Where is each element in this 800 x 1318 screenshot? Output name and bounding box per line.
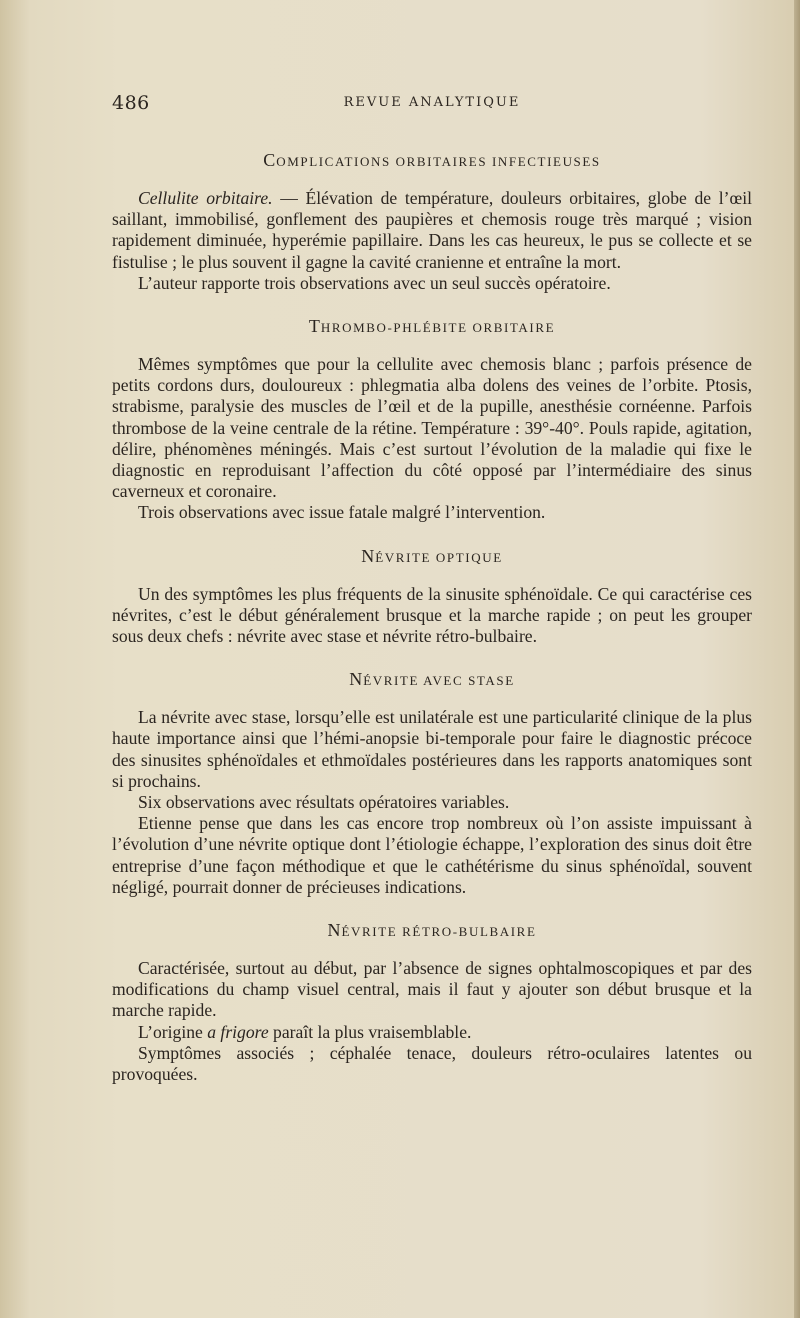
page-header (112, 92, 752, 114)
paragraph-stase-2: Six observations avec résultats opératoires variables. (138, 792, 510, 813)
section-title-complications: COMPLICATIONS ORBITAIRES INFECTIEUSES (263, 150, 601, 170)
paragraph-retro-2: L’origine a frigore paraît la plus vraisemblable. (138, 1021, 472, 1042)
section-title-nevrite-optique: NÉVRITE OPTIQUE (361, 545, 503, 566)
paragraph-nevrite-optique: Un des symptômes les plus fréquents de la sinusite sphénoïdale. Ce qui caractérise ces névrites, c’est le début généralement brusque et la marche rapide ; on peut les grouper sous deux chefs : névrite avec stase et névrite rétro-bulbaire. (112, 583, 752, 647)
paragraph-retro-3: Symptômes associés ; céphalée tenace, douleurs rétro-oculaires latentes ou provoquées. (112, 1042, 752, 1085)
page-edge (794, 0, 800, 1318)
paragraph-observations: L’auteur rapporte trois observations avec un seul succès opératoire. (138, 272, 611, 293)
page-number: 486 (112, 92, 150, 114)
paragraph-thrombo-symptoms: Mêmes symptômes que pour la cellulite avec chemosis blanc ; parfois présence de petits cordons durs, douloureux : phlegmatia alba dolens des veines de l’orbite. Ptosis, strabisme, paralysie des muscles de l’œil et de la pupille, anesthésie cornéenne. Parfois thrombose de la veine centrale de la rétine. Température : 39°-40°. Pouls rapide, agitation, délire, phénomènes méningés. Mais c’est surtout l’évolution de la maladie qui fixe le diagnostic en reproduisant l’affection du côté opposé par l’intermédiaire des sinus caverneux et coronaire. (112, 354, 752, 502)
cellulite-heading: Cellulite orbitaire. (138, 188, 273, 208)
paragraph-thrombo-observations: Trois observations avec issue fatale malgré l’intervention. (138, 502, 546, 523)
paragraph-stase-3: Etienne pense que dans les cas encore trop nombreux où l’on assiste impuissant à l’évolution d’une névrite optique dont l’étiologie échappe, l’exploration des sinus doit être entreprise d’une façon méthodique et que le cathétérisme du sinus sphénoïdal, souvent négligé, pourrait donner de précieuses indications. (112, 813, 752, 897)
paragraph-stase-1: La névrite avec stase, lorsqu’elle est unilatérale est une particularité clinique de la plus haute importance ainsi que l’hémi-anopsie bi-temporale pour faire le diagnostic précoce des sinusites sphénoïdales et ethmoïdales postérieures dans les rapports anatomiques sont si prochains. (112, 707, 752, 791)
page-body (112, 150, 752, 1085)
running-title: REVUE ANALYTIQUE (343, 95, 521, 110)
section-title-retro-bulbaire: NÉVRITE RÉTRO-BULBAIRE (327, 920, 537, 941)
paragraph-cellulite: Cellulite orbitaire. — Élévation de température, douleurs orbitaires, globe de l’œil saillant, immobilisé, gonflement des paupières et chemosis rouge très marqué ; vision rapidement diminuée, hyperémie papillaire. Dans les cas heureux, le pus se collecte et se fistulise ; le plus souvent il gagne la cavité cranienne et entraîne la mort. (112, 188, 753, 272)
section-title-thrombo: THROMBO-PHLÉBITE ORBITAIRE (308, 316, 556, 337)
paragraph-retro-1: Caractérisée, surtout au début, par l’absence de signes ophtalmoscopiques et par des modifications du champ visuel central, mais il faut y ajouter son début brusque et la marche rapide. (112, 958, 752, 1021)
section-title-nevrite-stase: NÉVRITE AVEC STASE (349, 669, 515, 690)
